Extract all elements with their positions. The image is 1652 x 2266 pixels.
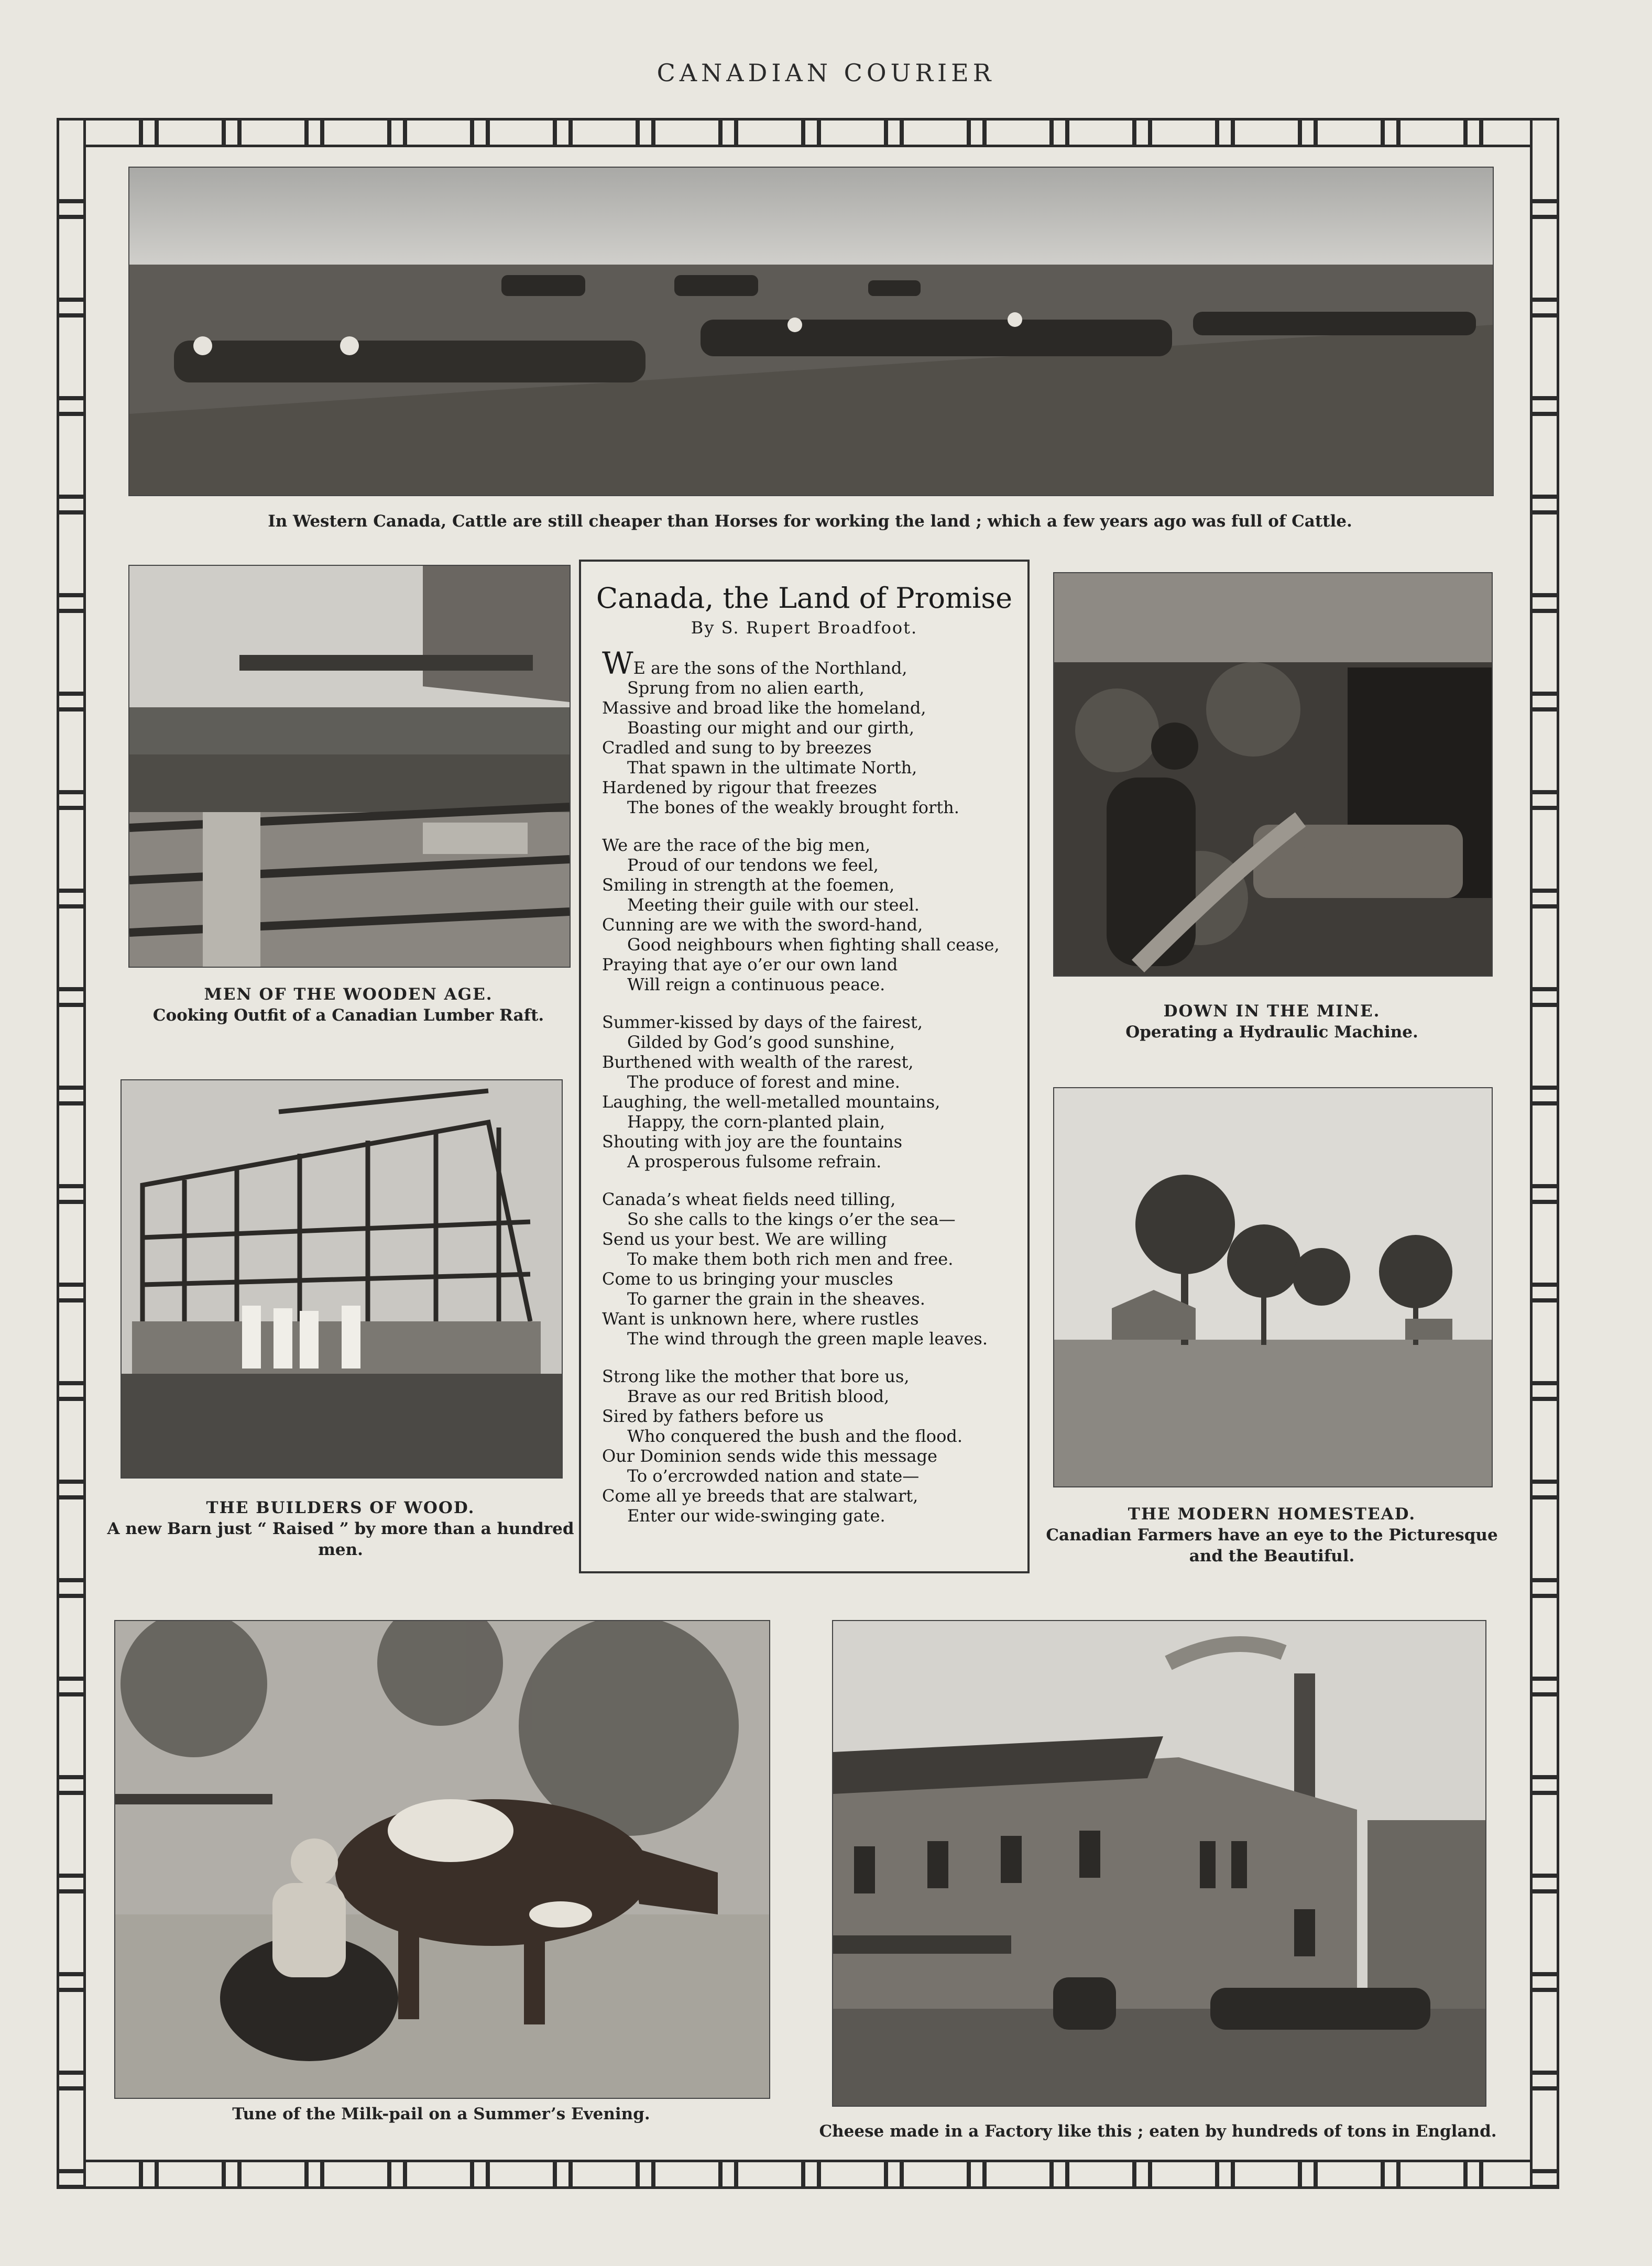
mine-caption: Operating a Hydraulic Machine. bbox=[1125, 1023, 1418, 1042]
poem-line bbox=[602, 778, 1027, 797]
barn-title: THE BUILDERS OF WOOD. bbox=[206, 1498, 475, 1517]
raft-caption-block bbox=[102, 984, 595, 1026]
poem-line bbox=[602, 738, 1027, 758]
poem-line-text: The wind through the green maple leaves. bbox=[627, 1329, 988, 1349]
poem-line-text: Summer-kissed by days of the fairest, bbox=[602, 1012, 923, 1032]
poem-line-text: Burthened with wealth of the rarest, bbox=[602, 1052, 914, 1072]
poem-stanza bbox=[602, 1012, 1027, 1172]
poem-dropcap: W bbox=[602, 645, 633, 681]
poem-line-text: That spawn in the ultimate North, bbox=[627, 758, 917, 778]
poem-line bbox=[602, 1329, 1027, 1349]
poem-body bbox=[581, 645, 1027, 1526]
raft-title: MEN OF THE WOODEN AGE. bbox=[204, 985, 493, 1004]
poem-line-text: Praying that aye o’er our own land bbox=[602, 955, 898, 975]
factory-caption: Cheese made in a Factory like this ; eaten by hundreds of tons in England. bbox=[819, 2122, 1497, 2141]
poem-line-text: Smiling in strength at the foemen, bbox=[602, 875, 895, 895]
poem-line-text: Laughing, the well-metalled mountains, bbox=[602, 1092, 940, 1112]
barn-photo bbox=[121, 1079, 563, 1479]
poem-line-text: Brave as our red British blood, bbox=[627, 1386, 890, 1406]
poem-line-text: Sprung from no alien earth, bbox=[627, 678, 865, 698]
poem-line bbox=[602, 645, 1027, 681]
poem-line bbox=[602, 1229, 1027, 1249]
poem-line bbox=[602, 1072, 1027, 1092]
poem-line bbox=[602, 1052, 1027, 1072]
cattle-caption: In Western Canada, Cattle are still cheaper than Horses for working the land ; which a few years ago was full of Cattle. bbox=[268, 512, 1352, 531]
milking-caption: Tune of the Milk-pail on a Summer’s Evening. bbox=[232, 2105, 650, 2123]
poem-line-text: To make them both rich men and free. bbox=[627, 1249, 954, 1269]
poem-line-text: To garner the grain in the sheaves. bbox=[627, 1289, 925, 1309]
poem-line-text: We are the race of the big men, bbox=[602, 835, 871, 855]
poem-line-text: Our Dominion sends wide this message bbox=[602, 1446, 937, 1466]
mine-photo bbox=[1053, 572, 1493, 977]
poem-line-text: Come to us bringing your muscles bbox=[602, 1269, 893, 1289]
poem-line-text: Cradled and sung to by breezes bbox=[602, 738, 872, 758]
poem-line bbox=[602, 1309, 1027, 1329]
poem-line bbox=[602, 698, 1027, 718]
running-head: CANADIAN COURIER bbox=[657, 59, 995, 87]
poem-line bbox=[602, 1466, 1027, 1486]
homestead-caption-block bbox=[1027, 1504, 1517, 1567]
factory-photo bbox=[832, 1620, 1486, 2107]
barn-caption-block bbox=[105, 1497, 576, 1560]
poem-line bbox=[602, 1426, 1027, 1446]
poem-line-text: Gilded by God’s good sunshine, bbox=[627, 1032, 895, 1052]
poem-line bbox=[602, 955, 1027, 975]
poem-line-text: Want is unknown here, where rustles bbox=[602, 1309, 919, 1329]
poem-stanza bbox=[602, 1366, 1027, 1526]
poem-line bbox=[602, 975, 1027, 994]
barn-caption: A new Barn just “ Raised ” by more than a hundred men. bbox=[107, 1519, 574, 1559]
poem-line bbox=[602, 855, 1027, 875]
poem-line-text: Strong like the mother that bore us, bbox=[602, 1366, 910, 1386]
poem-line-text: Sired by fathers before us bbox=[602, 1406, 824, 1426]
poem-title: Canada, the Land of Promise bbox=[596, 582, 1013, 615]
cattle-photo bbox=[128, 167, 1494, 496]
poem-line bbox=[602, 1366, 1027, 1386]
poem-line bbox=[602, 1189, 1027, 1209]
poem-line-text: Proud of our tendons we feel, bbox=[627, 855, 879, 875]
poem-line bbox=[602, 875, 1027, 895]
poem-line bbox=[602, 1209, 1027, 1229]
poem-line bbox=[602, 895, 1027, 915]
raft-caption: Cooking Outfit of a Canadian Lumber Raft. bbox=[152, 1006, 544, 1025]
poem-line-text: Cunning are we with the sword-hand, bbox=[602, 915, 923, 935]
ornamental-border-right bbox=[1530, 118, 1559, 2189]
poem-line bbox=[602, 678, 1027, 698]
poem-line bbox=[602, 758, 1027, 778]
poem-line bbox=[602, 1092, 1027, 1112]
homestead-caption: Canadian Farmers have an eye to the Picturesque and the Beautiful. bbox=[1046, 1526, 1498, 1566]
poem-line bbox=[602, 1269, 1027, 1289]
poem-stanza bbox=[602, 835, 1027, 994]
poem-line-text: Canada’s wheat fields need tilling, bbox=[602, 1189, 896, 1209]
homestead-photo bbox=[1053, 1087, 1493, 1487]
poem-line-text: Who conquered the bush and the flood. bbox=[627, 1426, 962, 1446]
poem-line-text: A prosperous fulsome refrain. bbox=[627, 1152, 882, 1172]
poem-line bbox=[602, 835, 1027, 855]
poem-author: By S. Rupert Broadfoot. bbox=[691, 618, 918, 638]
poem-line-text: The produce of forest and mine. bbox=[627, 1072, 900, 1092]
milking-photo bbox=[114, 1620, 770, 2099]
ornamental-border-left bbox=[57, 118, 86, 2189]
poem-line-text: Shouting with joy are the fountains bbox=[602, 1132, 903, 1152]
poem-line bbox=[602, 1446, 1027, 1466]
poem-line-text: Meeting their guile with our steel. bbox=[627, 895, 920, 915]
raft-photo bbox=[128, 565, 571, 968]
homestead-title: THE MODERN HOMESTEAD. bbox=[1128, 1505, 1416, 1524]
poem-line bbox=[602, 1012, 1027, 1032]
poem-line bbox=[602, 1152, 1027, 1172]
poem-line bbox=[602, 1406, 1027, 1426]
poem-line-text: Good neighbours when fighting shall cease, bbox=[627, 935, 1000, 955]
poem-line-text: Send us your best. We are willing bbox=[602, 1229, 888, 1249]
poem-line-text: E are the sons of the Northland, bbox=[633, 658, 907, 678]
poem-line bbox=[602, 935, 1027, 955]
poem-line bbox=[602, 1506, 1027, 1526]
poem-box bbox=[579, 560, 1030, 1573]
poem-line-text: Come all ye breeds that are stalwart, bbox=[602, 1486, 918, 1506]
poem-line-text: Massive and broad like the homeland, bbox=[602, 698, 926, 718]
poem-line bbox=[602, 1032, 1027, 1052]
poem-stanza bbox=[602, 1189, 1027, 1349]
poem-line bbox=[602, 1289, 1027, 1309]
poem-line bbox=[602, 1132, 1027, 1152]
poem-line bbox=[602, 718, 1027, 738]
poem-line-text: Boasting our might and our girth, bbox=[627, 718, 915, 738]
poem-line-text: To o’ercrowded nation and state— bbox=[627, 1466, 920, 1486]
poem-stanza bbox=[602, 645, 1027, 817]
poem-line bbox=[602, 1249, 1027, 1269]
poem-line-text: Happy, the corn-planted plain, bbox=[627, 1112, 885, 1132]
poem-line-text: The bones of the weakly brought forth. bbox=[627, 797, 959, 817]
poem-line-text: So she calls to the kings o’er the sea— bbox=[627, 1209, 956, 1229]
mine-title: DOWN IN THE MINE. bbox=[1163, 1002, 1381, 1021]
ornamental-border-top bbox=[73, 118, 1546, 147]
poem-line bbox=[602, 797, 1027, 817]
ornamental-border-bottom bbox=[73, 2160, 1546, 2189]
poem-line bbox=[602, 915, 1027, 935]
mine-caption-block bbox=[1027, 1001, 1517, 1043]
poem-line bbox=[602, 1486, 1027, 1506]
poem-line-text: Hardened by rigour that freezes bbox=[602, 778, 877, 797]
poem-line-text: Enter our wide-swinging gate. bbox=[627, 1506, 885, 1526]
poem-line-text: Will reign a continuous peace. bbox=[627, 975, 885, 994]
poem-line bbox=[602, 1112, 1027, 1132]
poem-line bbox=[602, 1386, 1027, 1406]
